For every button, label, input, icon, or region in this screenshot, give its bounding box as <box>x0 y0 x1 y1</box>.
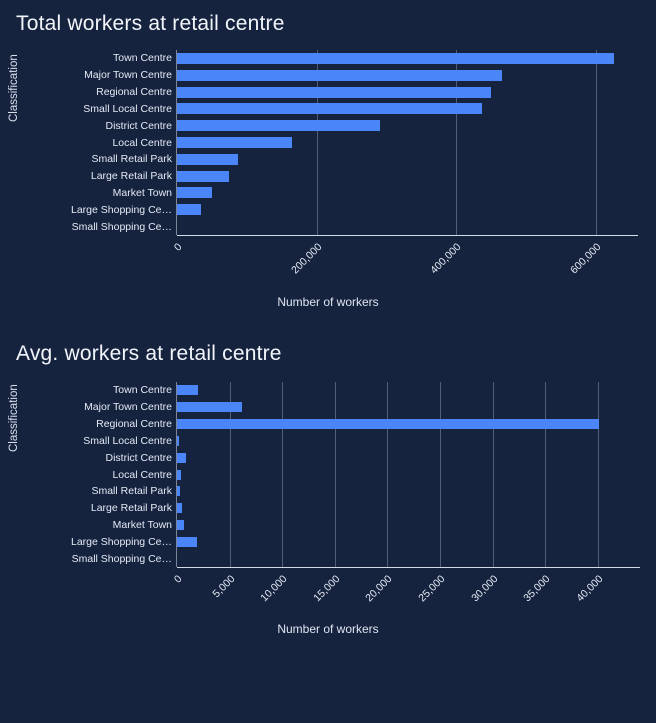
category-label: Market Town <box>112 518 172 531</box>
bar[interactable] <box>177 87 491 98</box>
bar[interactable] <box>177 520 184 530</box>
bar[interactable] <box>177 470 181 480</box>
bar[interactable] <box>177 204 201 215</box>
grid-line <box>596 50 597 235</box>
bar[interactable] <box>177 70 502 81</box>
bar[interactable] <box>177 137 292 148</box>
bar[interactable] <box>177 385 198 395</box>
category-label: Major Town Centre <box>84 69 172 82</box>
bar[interactable] <box>177 503 182 513</box>
grid-line <box>545 382 546 567</box>
x-tick-label: 5,000 <box>210 573 238 601</box>
grid-line <box>387 382 388 567</box>
x-tick-label: 0 <box>171 573 185 586</box>
category-label: Town Centre <box>113 384 172 397</box>
y-axis-label-avg-workers: Classification <box>8 384 20 452</box>
x-axis-line <box>177 567 640 568</box>
category-label: District Centre <box>105 451 172 464</box>
category-label: Major Town Centre <box>84 401 172 414</box>
x-tick-label: 25,000 <box>416 573 448 605</box>
bar[interactable] <box>177 53 614 64</box>
category-label: Local Centre <box>112 136 172 149</box>
category-label: Large Retail Park <box>90 170 172 183</box>
category-label: Small Local Centre <box>83 102 172 115</box>
x-axis-line <box>177 235 638 236</box>
category-label: Regional Centre <box>96 418 172 431</box>
chart-panel-avg-workers <box>0 330 656 658</box>
grid-line <box>598 382 599 567</box>
category-label: Large Retail Park <box>90 502 172 515</box>
x-tick-label: 35,000 <box>521 573 553 605</box>
category-label: District Centre <box>105 119 172 132</box>
y-axis-label-total-workers: Classification <box>8 54 20 122</box>
grid-line <box>440 382 441 567</box>
chart-title-avg-workers: Avg. workers at retail centre <box>16 342 282 365</box>
bar[interactable] <box>177 171 229 182</box>
plot-area-total-workers <box>0 42 656 332</box>
x-tick-label: 20,000 <box>363 573 395 605</box>
grid-line <box>282 382 283 567</box>
category-label: Small Retail Park <box>91 153 172 166</box>
category-label: Local Centre <box>112 468 172 481</box>
bar[interactable] <box>177 103 482 114</box>
category-label: Small Shopping Ce… <box>71 220 172 233</box>
bar[interactable] <box>177 120 380 131</box>
x-tick-label: 0 <box>171 241 185 254</box>
x-tick-label: 400,000 <box>428 241 464 277</box>
chart-title-total-workers: Total workers at retail centre <box>16 12 285 35</box>
x-tick-label: 200,000 <box>288 241 325 277</box>
bar[interactable] <box>177 419 599 429</box>
bar[interactable] <box>177 402 242 412</box>
x-axis-label-avg-workers: Number of workers <box>277 622 379 636</box>
chart-panel-total-workers <box>0 0 656 330</box>
bar[interactable] <box>177 436 179 446</box>
category-label: Small Shopping Ce… <box>71 552 172 565</box>
bar[interactable] <box>177 537 197 547</box>
x-tick-label: 10,000 <box>258 573 290 605</box>
grid-line <box>493 382 494 567</box>
category-label: Market Town <box>112 186 172 199</box>
bar[interactable] <box>177 453 186 463</box>
plot-area-avg-workers <box>0 372 656 652</box>
x-tick-label: 600,000 <box>568 241 604 277</box>
x-tick-label: 30,000 <box>468 573 501 605</box>
category-label: Small Local Centre <box>83 434 172 447</box>
grid-line <box>335 382 336 567</box>
category-label: Small Retail Park <box>91 485 172 498</box>
category-label: Large Shopping Ce… <box>71 203 172 216</box>
bar[interactable] <box>177 154 238 165</box>
category-label: Town Centre <box>113 52 172 65</box>
category-label: Large Shopping Ce… <box>71 535 172 548</box>
x-tick-label: 15,000 <box>311 573 343 605</box>
plot-canvas-avg-workers <box>176 382 639 567</box>
category-label: Regional Centre <box>96 86 172 99</box>
bar[interactable] <box>177 486 180 496</box>
bar[interactable] <box>177 187 212 198</box>
x-tick-label: 40,000 <box>574 573 606 605</box>
x-axis-label-total-workers: Number of workers <box>277 295 379 309</box>
plot-canvas-total-workers <box>176 50 637 235</box>
